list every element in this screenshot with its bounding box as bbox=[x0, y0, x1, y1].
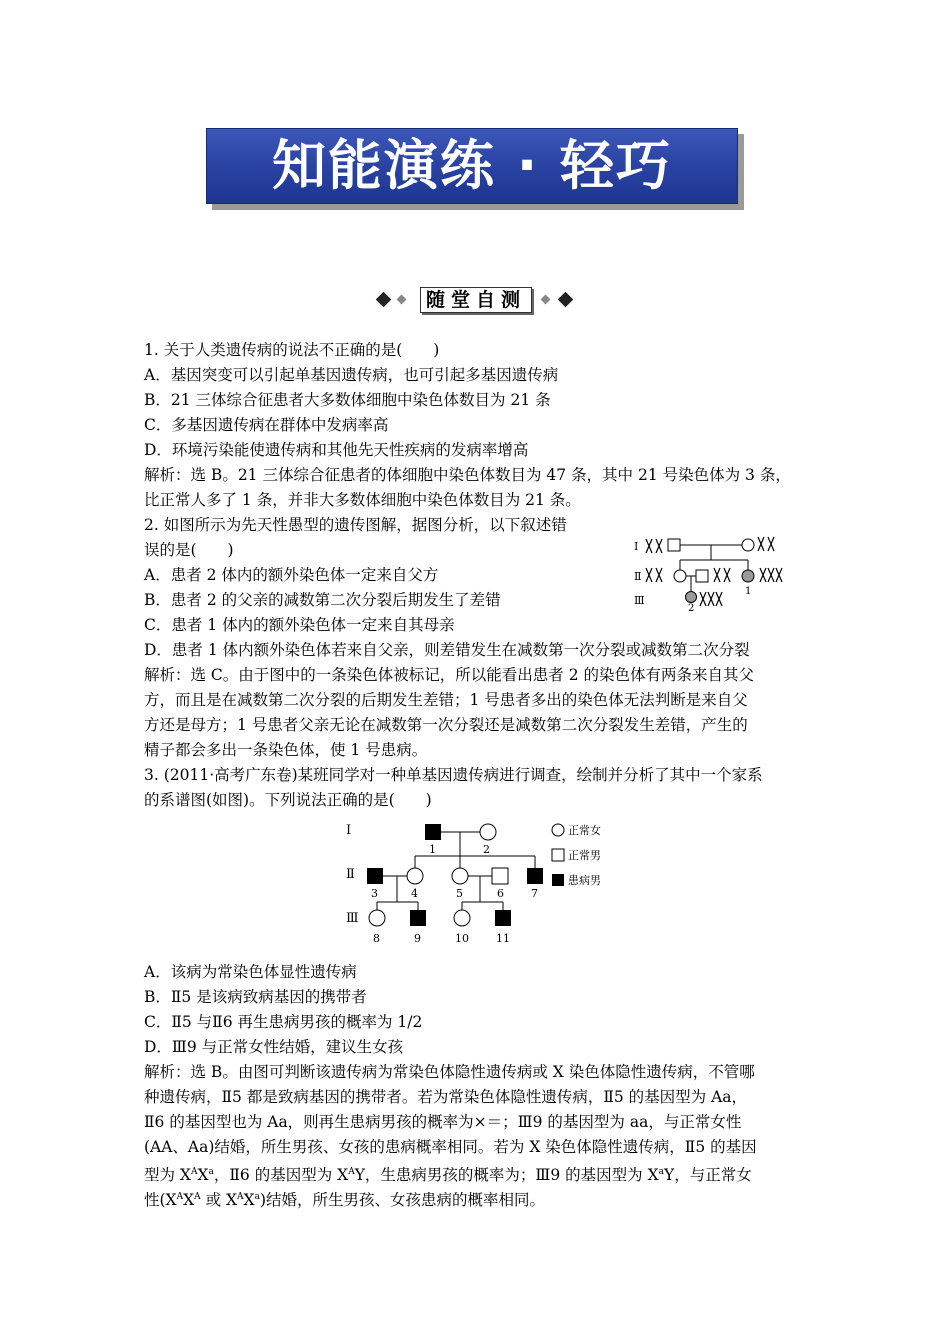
q2-stem-2: 误的是( ) bbox=[144, 541, 234, 559]
q3-gen1-label: Ⅰ bbox=[346, 823, 352, 838]
text-run: 或 X bbox=[200, 1191, 238, 1210]
legend-normal-male: 正常男 bbox=[568, 849, 601, 862]
individual-4-label: 4 bbox=[411, 887, 418, 900]
superscript: A bbox=[190, 1167, 198, 1177]
q3-analysis-5 bbox=[144, 1162, 752, 1185]
q1-analysis-2: 比正常人多了 1 条，并非大多数体细胞中染色体数目为 21 条。 bbox=[144, 491, 581, 509]
affected-male-symbol bbox=[527, 868, 543, 884]
superscript: a bbox=[658, 1167, 664, 1177]
q3-gen3-label: Ⅲ bbox=[346, 911, 359, 926]
section-header bbox=[370, 287, 580, 313]
individual-10-label: 10 bbox=[455, 932, 469, 945]
individual-2-label: 2 bbox=[483, 843, 490, 856]
text-run: X bbox=[183, 1191, 195, 1210]
q2-stem-1: 2. 如图所示为先天性愚型的遗传图解，据图分析，以下叙述错 bbox=[144, 516, 567, 534]
diamond-icon bbox=[558, 292, 574, 308]
superscript: A bbox=[237, 1192, 244, 1202]
q2-analysis-4: 精子都会多出一条染色体，使 1 号患病。 bbox=[144, 741, 428, 759]
q2-option-b: B．患者 2 的父亲的减数第二次分裂后期发生了差错 bbox=[144, 591, 501, 609]
title-banner bbox=[206, 128, 744, 210]
q2-patient-1-label: 1 bbox=[745, 586, 752, 597]
affected-male-symbol bbox=[367, 868, 383, 884]
female-symbol bbox=[407, 868, 423, 884]
individual-3-label: 3 bbox=[371, 887, 378, 900]
q3-gen2-label: Ⅱ bbox=[346, 867, 355, 882]
affected-female-symbol bbox=[742, 570, 754, 582]
q2-gen1-label: Ⅰ bbox=[634, 540, 639, 553]
text-run: X bbox=[197, 1166, 209, 1185]
individual-9-label: 9 bbox=[414, 932, 421, 945]
individual-6-label: 6 bbox=[497, 887, 504, 900]
q3-stem-2: 的系谱图(如图)。下列说法正确的是( ) bbox=[144, 791, 432, 809]
female-symbol bbox=[452, 868, 468, 884]
q3-option-b: B．Ⅱ5 是该病致病基因的携带者 bbox=[144, 988, 367, 1006]
legend-male-icon bbox=[552, 849, 564, 861]
q1-option-a: A．基因突变可以引起单基因遗传病，也可引起多基因遗传病 bbox=[144, 366, 559, 384]
individual-1-label: 1 bbox=[429, 843, 436, 856]
affected-male-symbol bbox=[410, 910, 426, 926]
female-symbol bbox=[369, 910, 385, 926]
superscript: A bbox=[176, 1192, 184, 1202]
superscript: a bbox=[208, 1167, 214, 1177]
legend-affected-male: 患病男 bbox=[568, 874, 601, 887]
affected-female-symbol bbox=[686, 592, 697, 603]
q3-option-a: A．该病为常染色体显性遗传病 bbox=[144, 963, 357, 981]
q3-pedigree-figure bbox=[340, 818, 620, 948]
superscript: a bbox=[254, 1192, 260, 1202]
q3-analysis-6 bbox=[144, 1187, 545, 1210]
diamond-icon bbox=[397, 295, 407, 305]
chromosome-icon bbox=[700, 592, 722, 606]
q3-analysis-4: (AA、Aa)结婚，所生男孩、女孩的患病概率相同。若为 X 染色体隐性遗传病，Ⅱ5 的基因 bbox=[144, 1138, 757, 1156]
q1-stem: 1. 关于人类遗传病的说法不正确的是( ) bbox=[144, 341, 440, 359]
diamond-icon bbox=[376, 292, 392, 308]
male-symbol bbox=[492, 868, 508, 884]
q1-analysis-1: 解析：选 B。21 三体综合征患者的体细胞中染色体数目为 47 条，其中 21 号染色体为 3 条， bbox=[144, 466, 791, 484]
q3-option-c: C．Ⅱ5 与Ⅱ6 再生患病男孩的概率为 1/2 bbox=[144, 1013, 423, 1031]
q2-gen2-label: Ⅱ bbox=[634, 570, 642, 583]
affected-male-symbol bbox=[425, 824, 441, 840]
text-run: Y，生患病男孩的概率为；Ⅲ9 的基因型为 X bbox=[354, 1166, 659, 1185]
banner-title: 知能演练 · 轻巧 bbox=[271, 134, 673, 197]
affected-male-symbol bbox=[495, 910, 511, 926]
diamond-icon bbox=[541, 295, 551, 305]
superscript: A bbox=[348, 1167, 355, 1177]
legend-female-icon bbox=[552, 824, 564, 836]
q2-option-a: A．患者 2 体内的额外染色体一定来自父方 bbox=[144, 566, 439, 584]
superscript: A bbox=[194, 1192, 201, 1202]
q2-pedigree-figure bbox=[632, 530, 792, 612]
q2-option-c: C．患者 1 体内的额外染色体一定来自其母亲 bbox=[144, 616, 455, 634]
q2-analysis-1: 解析：选 C。由于图中的一条染色体被标记，所以能看出患者 2 的染色体有两条来自其父 bbox=[144, 666, 755, 684]
q3-option-d: D．Ⅲ9 与正常女性结婚，建议生女孩 bbox=[144, 1038, 404, 1056]
text-run: X bbox=[243, 1191, 255, 1210]
female-symbol bbox=[454, 910, 470, 926]
individual-11-label: 11 bbox=[496, 932, 510, 945]
q2-analysis-2: 方，而且是在减数第二次分裂的后期发生差错；1 号患者多出的染色体无法判断是来自父 bbox=[144, 691, 748, 709]
q1-option-d: D．环境污染能使遗传病和其他先天性疾病的发病率增高 bbox=[144, 441, 529, 459]
female-symbol bbox=[674, 570, 686, 582]
section-label: 随堂自测 bbox=[420, 287, 532, 313]
q3-analysis-3: Ⅱ6 的基因型也为 Aa，则再生患病男孩的概率为×＝；Ⅲ9 的基因型为 aa，与正常女性 bbox=[144, 1113, 742, 1131]
q2-gen3-label: Ⅲ bbox=[634, 594, 645, 607]
text-run: Y，与正常女 bbox=[664, 1166, 752, 1185]
individual-5-label: 5 bbox=[456, 887, 463, 900]
legend-affected-icon bbox=[552, 874, 564, 886]
q2-patient-2-label: 2 bbox=[688, 603, 695, 612]
chromosome-icon bbox=[646, 568, 782, 582]
q1-option-b: B．21 三体综合征患者大多数体细胞中染色体数目为 21 条 bbox=[144, 391, 551, 409]
text-run: 型为 X bbox=[144, 1166, 191, 1185]
q2-analysis-3: 方还是母方；1 号患者父亲无论在减数第一次分裂还是减数第二次分裂发生差错，产生的 bbox=[144, 716, 748, 734]
q3-analysis-2: 种遗传病，Ⅱ5 都是致病基因的携带者。若为常染色体隐性遗传病，Ⅱ5 的基因型为 Aa， bbox=[144, 1088, 748, 1106]
q2-option-d: D．患者 1 体内额外染色体若来自父亲，则差错发生在减数第一次分裂或减数第二次分裂 bbox=[144, 641, 750, 659]
legend-normal-female: 正常女 bbox=[568, 824, 601, 837]
q1-option-c: C．多基因遗传病在群体中发病率高 bbox=[144, 416, 389, 434]
individual-7-label: 7 bbox=[531, 887, 538, 900]
individual-8-label: 8 bbox=[373, 932, 380, 945]
q3-analysis-1: 解析：选 B。由图可判断该遗传病为常染色体隐性遗传病或 X 染色体隐性遗传病，不管哪 bbox=[144, 1063, 755, 1081]
q3-stem-1: 3. (2011·高考广东卷)某班同学对一种单基因遗传病进行调查，绘制并分析了其中一个家系 bbox=[144, 766, 763, 784]
female-symbol bbox=[742, 539, 754, 551]
female-symbol bbox=[480, 824, 496, 840]
text-run: ，Ⅱ6 的基因型为 X bbox=[213, 1166, 349, 1185]
text-run: )结婚，所生男孩、女孩患病的概率相同。 bbox=[259, 1191, 546, 1210]
male-symbol bbox=[668, 539, 680, 551]
text-run: 性(X bbox=[144, 1191, 177, 1210]
male-symbol bbox=[696, 570, 708, 582]
